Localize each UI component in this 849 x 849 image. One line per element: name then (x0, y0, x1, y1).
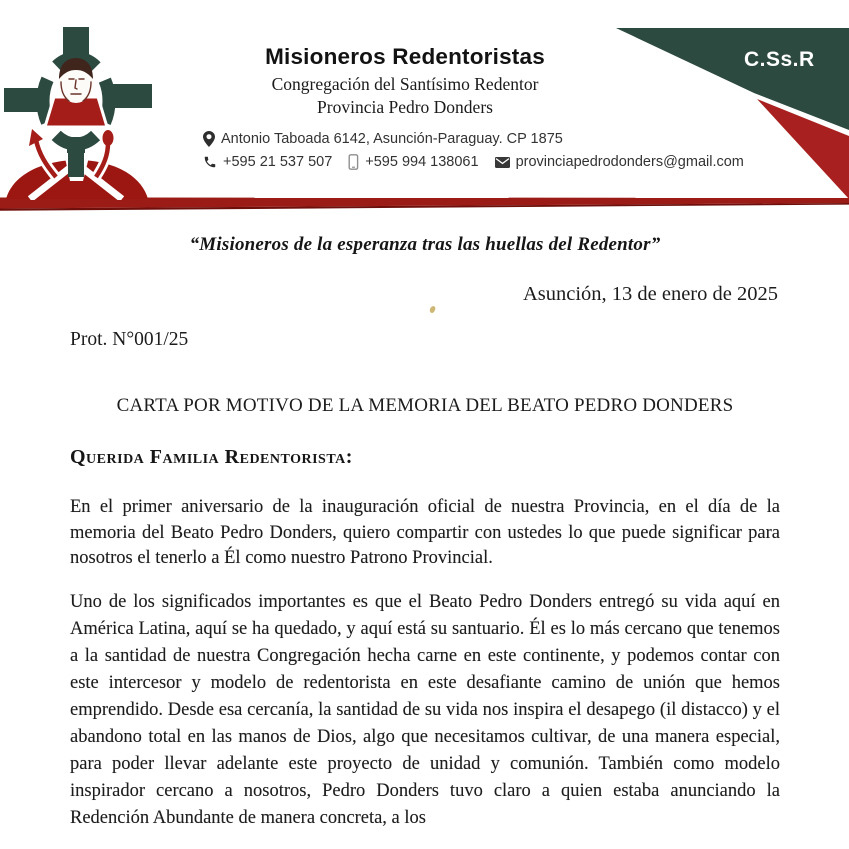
paragraph-1: En el primer aniversario de la inauguración oficial de nuestra Provincia, en el día de la memoria del Beato Pedro Donders, quiero compartir con ustedes lo que puede significar para nosotros el tenerlo a Él como nuestro Patrono Provincial. (70, 497, 780, 568)
mobile-number: +595 994 138061 (365, 154, 479, 170)
redemptorist-cross-logo (4, 26, 154, 200)
phone-email-row (203, 151, 744, 173)
logo-cross-left-arm (4, 88, 48, 112)
salutation: Querida Familia Redentorista: (70, 446, 353, 468)
protocol-number: Prot. N°001/25 (70, 329, 189, 350)
corner-green-triangle (616, 28, 849, 130)
dateline: Asunción, 13 de enero de 2025 (522, 283, 778, 305)
org-name: Misioneros Redentoristas (265, 44, 545, 69)
contact-block (203, 128, 744, 173)
congregation-name: Congregación del Santísimo Redentor (271, 74, 539, 94)
logo-stem-overlay (68, 139, 84, 177)
email-text: provinciapedrodonders@gmail.com (515, 154, 744, 170)
phone-icon (203, 155, 217, 169)
phone-number: +595 21 537 507 (223, 154, 333, 170)
address-row (203, 128, 744, 150)
envelope-icon (495, 157, 510, 168)
phone-group (203, 154, 332, 170)
corner-acronym: C.Ss.R (744, 48, 815, 71)
paragraph-2: Uno de los significados importantes es que el Beato Pedro Donders entregó su vida aquí en América Latina, aquí se ha quedado, y aquí está su santuario. Él es lo más cercano que tenemos a la santidad de nuestra Congregación hecha carne en este continente, y podemos contar con este intercesor y modelo de redentorista en este desafiante camino de unión que hemos emprendido. Desde esa cercanía, la santidad de su vida nos inspira el desapego (il distacco) y el abandono total en las manos de Dios, algo que necesitamos cultivar, de una manera especial, para poder llevar adelante este proyecto de unidad y comunión. También como modelo inspirador cercano a nosotros, Pedro Donders tuvo claro a quien estaba anunciando la Redención Abundante de manera concreta, a los (70, 592, 780, 828)
province-name: Provincia Pedro Donders (317, 97, 493, 117)
motto-quote: “Misioneros de la esperanza tras las huellas del Redentor” (189, 234, 661, 255)
mobile-phone-icon (348, 154, 359, 170)
logo-cross-right-arm (104, 84, 152, 108)
logo-cross-top-arm (63, 27, 89, 59)
email-group (495, 154, 744, 170)
logo-arrow-right-head (103, 130, 114, 146)
mobile-group (348, 154, 478, 170)
scan-artifact-mark (429, 305, 436, 313)
letterhead (170, 44, 640, 118)
letter-title: CARTA POR MOTIVO DE LA MEMORIA DEL BEATO PEDRO DONDERS (116, 395, 734, 416)
location-pin-icon (203, 131, 215, 147)
address-text: Antonio Taboada 6142, Asunción-Paraguay. CP 1875 (221, 131, 563, 147)
